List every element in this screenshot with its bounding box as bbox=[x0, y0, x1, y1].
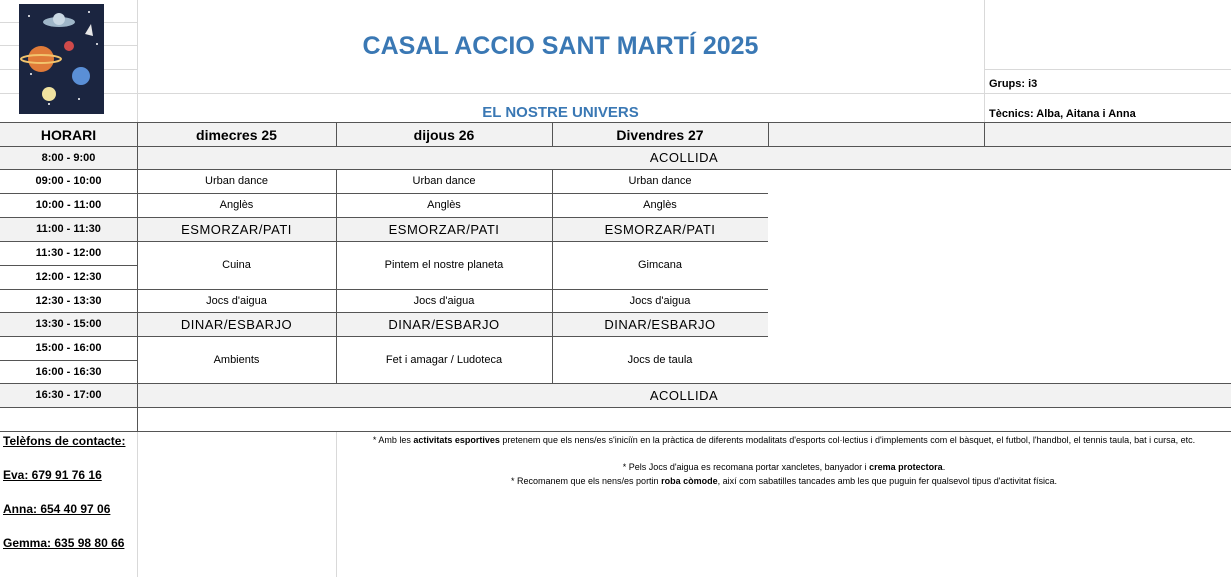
column-header-day2: dijous 26 bbox=[413, 126, 475, 143]
activity-cell: DINAR/ESBARJO bbox=[604, 316, 716, 332]
activity-cell: ESMORZAR/PATI bbox=[388, 221, 500, 237]
activity-cell: Jocs d'aigua bbox=[206, 294, 267, 307]
time-cell: 15:00 - 16:00 bbox=[35, 342, 102, 354]
activity-cell: ESMORZAR/PATI bbox=[181, 221, 292, 237]
time-cell: 16:30 - 17:00 bbox=[35, 389, 102, 401]
activity-cell: Cuina bbox=[222, 259, 251, 271]
activity-cell: Ambients bbox=[213, 353, 260, 366]
activity-cell: Jocs de taula bbox=[627, 353, 693, 366]
activity-cell: Pintem el nostre planeta bbox=[384, 259, 504, 271]
activity-cell: Gimcana bbox=[637, 259, 683, 271]
note-sports: * Amb les activitats esportives pretenem que els nens/es s'iniciïn en la pràctica de diferents modalitats d'esports col·lectius i d'implements com el bàsquet, el futbol, l'handbol, el tennis taula, bat i cursa, etc. bbox=[372, 435, 1196, 445]
activity-cell: DINAR/ESBARJO bbox=[180, 316, 293, 332]
activity-cell: Urban dance bbox=[205, 175, 268, 187]
time-cell: 12:00 - 12:30 bbox=[35, 271, 102, 283]
span-cell-acollida: ACOLLIDA bbox=[649, 150, 719, 165]
span-cell-acollida: ACOLLIDA bbox=[649, 387, 719, 403]
column-header-day3: Divendres 27 bbox=[616, 126, 704, 143]
page-title: CASAL ACCIO SANT MARTÍ 2025 bbox=[362, 31, 759, 60]
activity-cell: Fet i amagar / Ludoteca bbox=[385, 353, 503, 366]
page-subtitle: EL NOSTRE UNIVERS bbox=[482, 103, 639, 121]
contact-phone-gemma: Gemma: 635 98 80 66 bbox=[3, 536, 125, 550]
groups-label: Grups: i3 bbox=[989, 78, 1038, 90]
time-cell: 10:00 - 11:00 bbox=[35, 199, 102, 211]
column-header-horari: HORARI bbox=[40, 126, 97, 143]
activity-cell: Urban dance bbox=[628, 175, 692, 187]
contacts-heading: Telèfons de contacte: bbox=[3, 434, 126, 448]
activity-cell: ESMORZAR/PATI bbox=[604, 221, 716, 237]
note-clothing: * Recomanem que els nens/es portin roba còmode, així com sabatilles tancades amb les que puguin fer qualsevol tipus d'activitat física. bbox=[510, 476, 1057, 486]
tecnics-label: Tècnics: Alba, Aitana i Anna bbox=[989, 108, 1136, 120]
space-planets-icon bbox=[19, 4, 104, 114]
time-cell: 8:00 - 9:00 bbox=[41, 151, 96, 164]
time-cell: 13:30 - 15:00 bbox=[35, 318, 102, 330]
activity-cell: Anglès bbox=[427, 199, 461, 211]
contact-phone-anna: Anna: 654 40 97 06 bbox=[3, 502, 111, 516]
time-cell: 11:00 - 11:30 bbox=[36, 223, 101, 235]
activity-cell: Urban dance bbox=[412, 175, 476, 187]
activity-cell: Jocs d'aigua bbox=[413, 294, 475, 307]
activity-cell: Anglès bbox=[219, 199, 254, 211]
contact-phone-eva: Eva: 679 91 76 16 bbox=[3, 468, 102, 482]
note-water-games: * Pels Jocs d'aigua es recomana portar xancletes, banyador i crema protectora. bbox=[622, 462, 946, 472]
time-cell: 12:30 - 13:30 bbox=[35, 294, 102, 307]
activity-cell: Jocs d'aigua bbox=[629, 294, 691, 307]
time-cell: 11:30 - 12:00 bbox=[35, 247, 102, 259]
time-cell: 16:00 - 16:30 bbox=[35, 365, 102, 378]
activity-cell: DINAR/ESBARJO bbox=[388, 316, 500, 332]
logo-image bbox=[19, 4, 104, 114]
activity-cell: Anglès bbox=[643, 199, 677, 211]
column-header-day1: dimecres 25 bbox=[196, 126, 277, 143]
time-cell: 09:00 - 10:00 bbox=[35, 175, 102, 187]
